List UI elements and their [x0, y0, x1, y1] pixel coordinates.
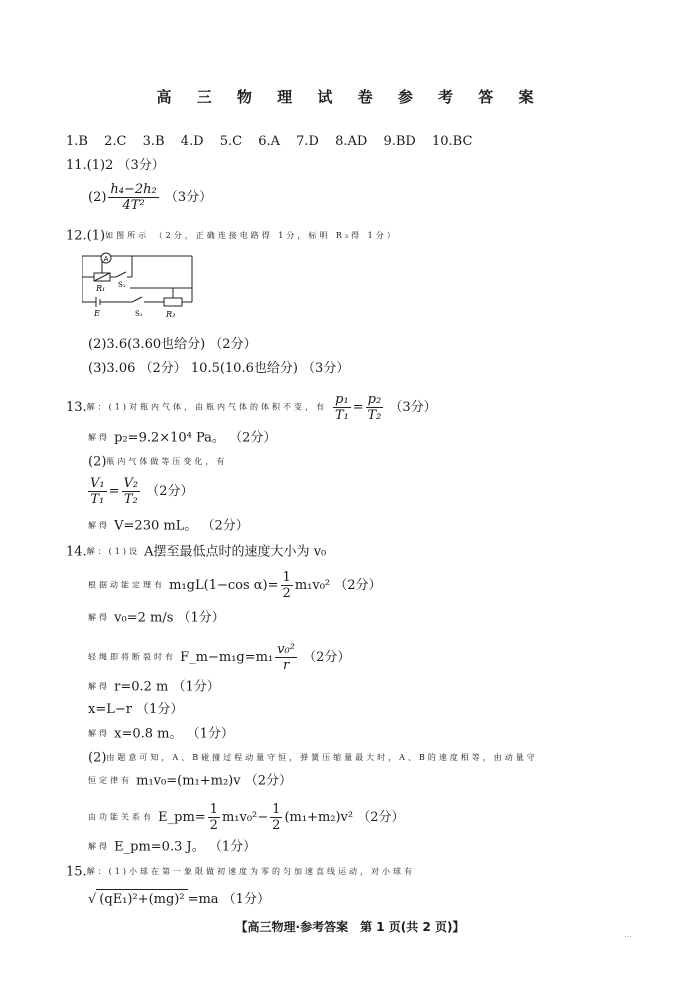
q14-ef2-den: 2: [272, 818, 281, 833]
q12-part1-label: 12.(1): [66, 228, 106, 244]
q13-line5-note: 解得: [88, 521, 110, 530]
q14-line4: [88, 642, 350, 673]
q14-line9-main: m₁v₀=(m₁+m₂)v （2分）: [136, 773, 292, 789]
answer-item: 6.A: [258, 134, 280, 149]
q14-line10-main: E_pm=: [158, 810, 206, 825]
q14-line2: [88, 570, 382, 601]
q14-line11: [88, 838, 256, 857]
answer-item: 2.C: [104, 134, 127, 149]
q14-line4-score: （2分）: [303, 650, 351, 665]
q13-fl-den: T₁: [335, 408, 349, 423]
q13-line5: [88, 517, 249, 536]
q13-line1-note: 解：(1)对瓶内气体，由瓶内气体的体积不变，有: [86, 402, 328, 412]
s1-label: S₁: [118, 281, 126, 289]
q14-v-over-r: [275, 642, 297, 673]
q14-line4-main: F_m−m₁g=m₁: [180, 650, 274, 665]
q11-part2: [88, 182, 212, 213]
q15-sqrt-content: (qE₁)²+(mg)²: [96, 889, 187, 909]
answer-item: 8.AD: [335, 134, 368, 149]
q13-vr-den: T₂: [123, 492, 138, 507]
q14-line10-mid: m₁v₀²−: [221, 810, 269, 825]
q11-part2-prefix: (2): [88, 190, 107, 205]
q12-part1-note: 如图所示 （2分，正确连接电路得 1分，标明 R₃得 1分）: [105, 231, 398, 240]
q14-line9: [88, 772, 292, 791]
q13-line2-note: 解得: [88, 433, 110, 442]
q13-line3: [88, 453, 227, 472]
q13-vl-den: T₁: [90, 492, 105, 507]
q14-line10: [88, 802, 405, 833]
q13-line1: 13.解：(1)对瓶内气体，由瓶内气体的体积不变，有 $\frac{\text{p₁}}{\text{T₁}}$ = $\frac{\text{p₂}}{\text{T₂}}$ （3分）: [66, 392, 437, 423]
q12-part3: (3)3.06 （2分） 10.5(10.6也给分) （3分）: [88, 361, 350, 376]
q13-line3-main: (2): [88, 454, 107, 470]
q14-ef1-num: 1: [209, 802, 218, 817]
answer-item: 4.D: [180, 134, 204, 149]
q13-fl-num: p₁: [335, 392, 349, 407]
q14-line8-note: 由题意可知，A、B碰撞过程动量守恒，弹簧压缩量最大时，A、B的速度相等，由动量守: [106, 753, 538, 762]
q13-line1-score: （3分）: [389, 400, 437, 415]
q14-line4-note: 轻绳即将断裂时有: [88, 652, 176, 662]
q13-line2-main: p₂=9.2×10⁴ Pa。 （2分）: [114, 430, 277, 446]
answer-item: 7.D: [296, 134, 319, 149]
q13-fr-den: T₂: [367, 408, 382, 423]
q14-energy-frac1: [208, 802, 220, 833]
q13-v-fraction-right: [122, 476, 141, 507]
q11-part1: 11.(1)2 （3分）: [66, 158, 165, 173]
q14-ef2-num: 1: [272, 802, 281, 817]
q13-number: 13.: [66, 400, 87, 415]
q14-line5: [88, 678, 220, 697]
q14-line5-note: 解得: [88, 682, 110, 691]
q15-line2-tail: =ma （1分）: [187, 892, 270, 907]
r1-label: R₁: [96, 284, 106, 293]
q14-line7-note: 解得: [88, 729, 110, 738]
q13-v-fraction-left: [88, 476, 107, 507]
answer-item: 1.B: [66, 134, 88, 149]
q14-line2-main: m₁gL(1−cos α)=: [169, 578, 279, 593]
q12-part2: (2)3.6(3.60也给分) （2分）: [88, 337, 257, 352]
q14-line1: [66, 543, 326, 562]
choice-answers: [66, 133, 484, 151]
circuit-diagram: [82, 252, 200, 318]
answer-item: 3.B: [142, 134, 165, 149]
q13-fr-num: p₂: [367, 392, 382, 407]
q13-vr-num: V₂: [123, 476, 139, 491]
s2-label: S₂: [135, 310, 143, 318]
q14-line1-main: A摆至最低点时的速度大小为 v₀: [144, 544, 327, 560]
q15-number: 15.: [66, 864, 87, 880]
q14-half-fraction: [281, 570, 293, 601]
answer-item: 9.BD: [383, 134, 416, 149]
ammeter-label: A: [103, 255, 109, 263]
q14-half-num: 1: [282, 570, 291, 585]
q11-denominator: 4T²: [122, 198, 145, 213]
sqrt-icon: √: [88, 892, 97, 907]
q14-line11-note: 解得: [88, 842, 110, 851]
q14-line1-note: 解：(1)设: [86, 547, 141, 556]
q14-line5-main: r=0.2 m （1分）: [114, 679, 220, 695]
q11-fraction: [108, 182, 158, 213]
q14-line2-note: 根据动能定理有: [88, 580, 165, 590]
q13-fraction-right: [366, 392, 384, 423]
q15-line1-note: 解：(1)小球在第一象限做初速度为零的匀加速直线运动，对小球有: [86, 867, 416, 876]
q14-line6: x=L−r （1分）: [88, 702, 184, 717]
answer-item: 10.BC: [431, 134, 473, 149]
q13-line2: [88, 429, 276, 448]
q12-part1: [66, 227, 398, 246]
q13-line4: $\frac{\text{V₁}}{\text{T₁}}$ = $\frac{\text{V₂}}{\text{T₂}}$ （2分）: [90, 476, 194, 507]
q14-line10-tail: (m₁+m₂)v² （2分）: [284, 810, 405, 825]
q14-vr-num: v₀²: [277, 642, 295, 657]
q14-vr-den: r: [282, 658, 290, 673]
q14-line7-main: x=0.8 m。 （1分）: [114, 726, 234, 742]
q13-line3-note: 瓶内气体做等压变化，有: [106, 457, 228, 466]
q14-line3-note: 解得: [88, 613, 110, 622]
q14-line8-main: (2): [88, 750, 107, 766]
q13-line4-score: （2分）: [146, 484, 194, 499]
q15-line2: [88, 889, 270, 909]
q11-part2-score: （3分）: [164, 190, 213, 205]
q11-numerator: h₄−2h₂: [110, 182, 157, 197]
q14-line3-main: v₀=2 m/s （1分）: [114, 610, 225, 626]
page-title: 高 三 物 理 试 卷 参 考 答 案: [156, 88, 544, 106]
q14-line10-note: 由功能关系有: [88, 812, 154, 822]
q13-line5-main: V=230 mL。 （2分）: [114, 518, 249, 534]
q14-ef1-den: 2: [209, 818, 218, 833]
q14-line11-main: E_pm=0.3 J。 （1分）: [114, 839, 257, 855]
q13-fraction-left: [333, 392, 351, 423]
q14-line7: [88, 725, 234, 744]
corner-mark: …: [624, 930, 632, 939]
q14-half-den: 2: [282, 586, 291, 601]
page-footer: 【高三物理·参考答案 第 1 页(共 2 页)】: [235, 920, 465, 934]
q14-line2-tail: m₁v₀² （2分）: [294, 578, 382, 593]
q14-energy-frac2: [270, 802, 282, 833]
q14-number: 14.: [66, 544, 87, 560]
r3-label: R₃: [166, 310, 176, 318]
q14-line3: [88, 609, 225, 628]
e-label: E: [94, 309, 100, 318]
q14-line9-note: 恒定律有: [88, 776, 132, 785]
q13-vl-num: V₁: [90, 476, 105, 491]
q15-line1: [66, 863, 415, 882]
answer-item: 5.C: [219, 134, 243, 149]
q14-line8: [88, 749, 538, 768]
